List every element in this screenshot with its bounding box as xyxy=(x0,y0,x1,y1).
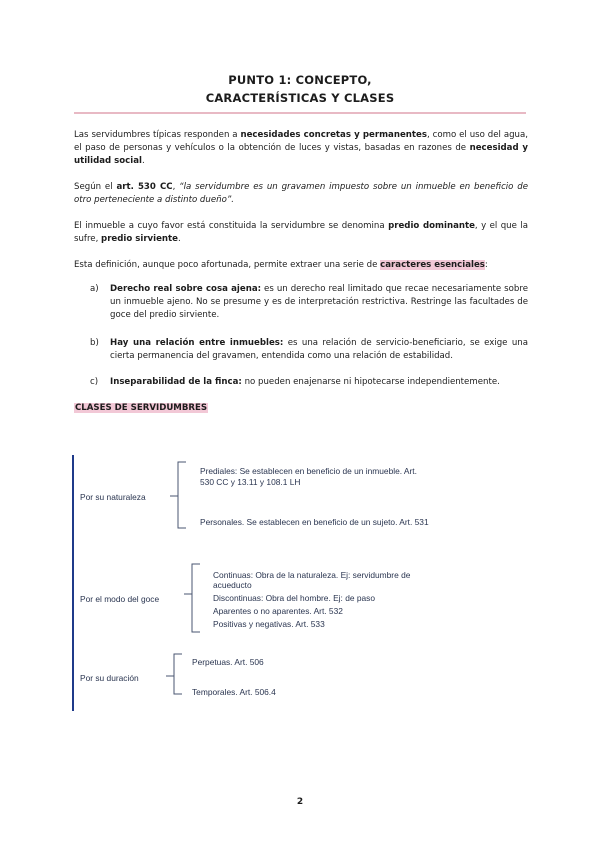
brace-duracion xyxy=(166,654,182,694)
paragraph-definition xyxy=(74,181,528,207)
brace-modo-goce xyxy=(184,564,200,632)
brace-naturaleza xyxy=(170,462,186,528)
bold-text: necesidades concretas y permanentes xyxy=(240,130,427,140)
diagram-item: Continuas: Obra de la naturaleza. Ej: servidumbre de xyxy=(213,570,411,580)
text: . xyxy=(141,156,145,166)
diagram-item: 530 CC y 13.11 y 108.1 LH xyxy=(200,477,301,487)
text: El inmueble a cuyo favor está constituida la servidumbre se denomina xyxy=(74,221,389,231)
diagram-group-label: Por su duración xyxy=(80,673,139,683)
text: , como el uso del agua, el paso de personas y vehículos o la obtención de luces y vistas, basadas en razones de xyxy=(74,130,529,153)
list-item xyxy=(90,283,528,322)
diagram-item: Aparentes o no aparentes. Art. 532 xyxy=(213,606,343,616)
list-item xyxy=(90,376,528,389)
paragraph-intro xyxy=(74,129,528,168)
bold-text: Derecho real sobre cosa ajena: xyxy=(110,284,262,294)
highlighted-text: caracteres esenciales xyxy=(380,260,485,270)
text: no pueden enajenarse ni hipotecarse independientemente. xyxy=(241,377,500,387)
bold-text: Hay una relación entre inmuebles: xyxy=(110,338,284,348)
bold-text: art. 530 CC xyxy=(116,182,173,192)
diagram-group-label: Por su naturaleza xyxy=(80,492,146,502)
bold-text: Inseparabilidad de la finca: xyxy=(110,377,242,387)
diagram-item: Positivas y negativas. Art. 533 xyxy=(213,619,325,629)
text: es una relación de servicio-beneficiario, se exige una cierta permanencia del gravamen, entendida como una relación de estabilidad. xyxy=(110,338,528,361)
text: . xyxy=(178,234,181,244)
page-number: 2 xyxy=(296,797,304,807)
text: Las servidumbres típicas responden a xyxy=(74,130,241,140)
text: , y el que la sufre, xyxy=(74,221,528,244)
page-title-line1: PUNTO 1: CONCEPTO, xyxy=(228,73,372,87)
diagram-item: Personales. Se establecen en beneficio de un sujeto. Art. 531 xyxy=(200,517,429,527)
quote-text: “la servidumbre es un gravamen impuesto sobre un inmueble en beneficio de otro perteneciente a distinto dueño”. xyxy=(74,182,529,205)
title-divider xyxy=(74,112,526,114)
diagram-group-label: Por el modo del goce xyxy=(80,594,160,604)
diagram-item: Discontinuas: Obra del hombre. Ej: de paso xyxy=(213,593,376,603)
text: es un derecho real limitado que recae necesariamente sobre un inmueble ajeno. No se presume y es de interpretación restrictiva. Restringe las facultades de goce del predio sirviente. xyxy=(110,284,528,320)
section-heading: CLASES DE SERVIDUMBRES xyxy=(75,403,208,413)
diagram-item: Temporales. Art. 506.4 xyxy=(192,687,276,697)
diagram-item: acueducto xyxy=(213,580,252,590)
diagram-braces xyxy=(160,458,200,708)
text: Según el xyxy=(74,182,117,192)
text: , xyxy=(172,182,180,192)
diagram-main-line xyxy=(72,455,74,711)
list-marker: a) xyxy=(90,284,99,294)
diagram-item: Perpetuas. Art. 506 xyxy=(192,657,264,667)
bold-text: necesidad y utilidad social xyxy=(74,143,528,166)
paragraph-caracteres xyxy=(74,259,528,272)
diagram-item: Prediales: Se establecen en beneficio de un inmueble. Art. xyxy=(200,466,417,476)
text: Esta definición, aunque poco afortunada, permite extraer una serie de xyxy=(74,260,381,270)
paragraph-predios xyxy=(74,220,528,246)
list-marker: b) xyxy=(90,338,99,348)
page-title-line2: CARACTERÍSTICAS Y CLASES xyxy=(205,91,395,105)
bold-text: predio dominante xyxy=(388,221,475,231)
bold-text: predio sirviente xyxy=(101,234,178,244)
text: : xyxy=(484,260,488,270)
list-item xyxy=(90,337,528,363)
list-marker: c) xyxy=(90,377,99,387)
